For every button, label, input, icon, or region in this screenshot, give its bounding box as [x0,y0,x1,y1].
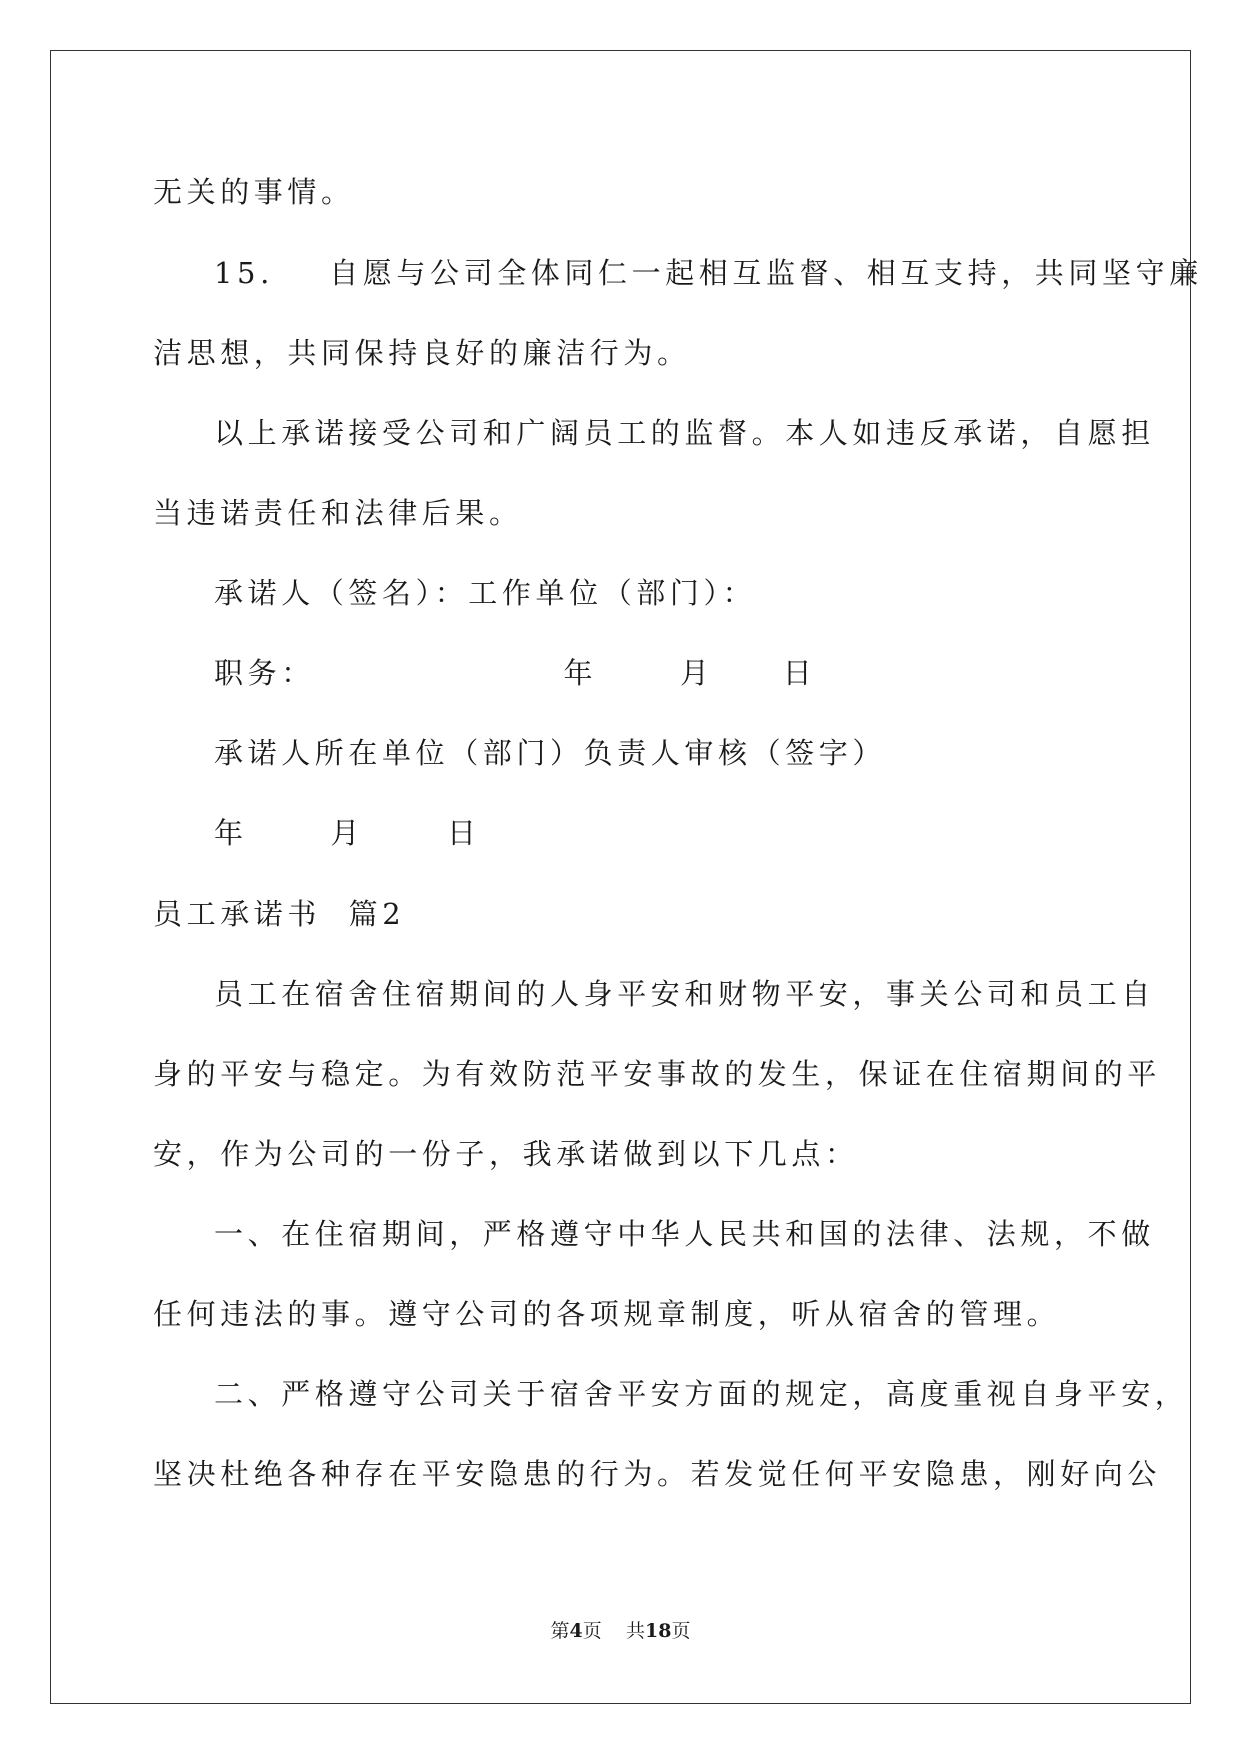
body-line: 任何违法的事。遵守公司的各项规章制度，听从宿舍的管理。 [153,1297,1061,1331]
page-suffix: 页 [582,1620,602,1642]
body-line: 洁思想，共同保持良好的廉洁行为。 [153,336,691,370]
page-border [50,50,1191,1704]
body-line: 坚决杜绝各种存在平安隐患的行为。若发觉任何平安隐患，刚好向公 [153,1457,1162,1491]
body-line: 无关的事情。 [153,175,355,209]
section-heading: 员工承诺书 篇2 [153,897,406,931]
body-line: 以上承诺接受公司和广阔员工的监督。本人如违反承诺，自愿担 [214,416,1155,450]
review-line: 承诺人所在单位（部门）负责人审核（签字） [214,736,887,770]
page-footer [0,1622,1241,1641]
body-line: 身的平安与稳定。为有效防范平安事故的发生，保证在住宿期间的平 [153,1057,1162,1091]
position-date-line: 职务： 年 月 日 [214,656,817,690]
date-line: 年 月 日 [214,816,481,850]
body-line: 安，作为公司的一份子，我承诺做到以下几点： [153,1137,859,1171]
body-line: 一、在住宿期间，严格遵守中华人民共和国的法律、法规，不做 [214,1217,1155,1251]
page-number: 4 [569,1620,583,1642]
body-line: 员工在宿舍住宿期间的人身平安和财物平安，事关公司和员工自 [214,977,1155,1011]
body-line: 15. 自愿与公司全体同仁一起相互监督、相互支持，共同坚守廉 [214,256,1203,290]
body-line: 当违诺责任和法律后果。 [153,496,523,530]
total-pages: 18 [644,1620,672,1642]
total-suffix: 页 [671,1620,691,1642]
total-prefix: 共 [625,1620,645,1642]
body-line: 二、严格遵守公司关于宿舍平安方面的规定，高度重视自身平安， [214,1377,1189,1411]
page-prefix: 第 [550,1620,570,1642]
signature-line: 承诺人（签名）：工作单位（部门）： [214,576,757,610]
